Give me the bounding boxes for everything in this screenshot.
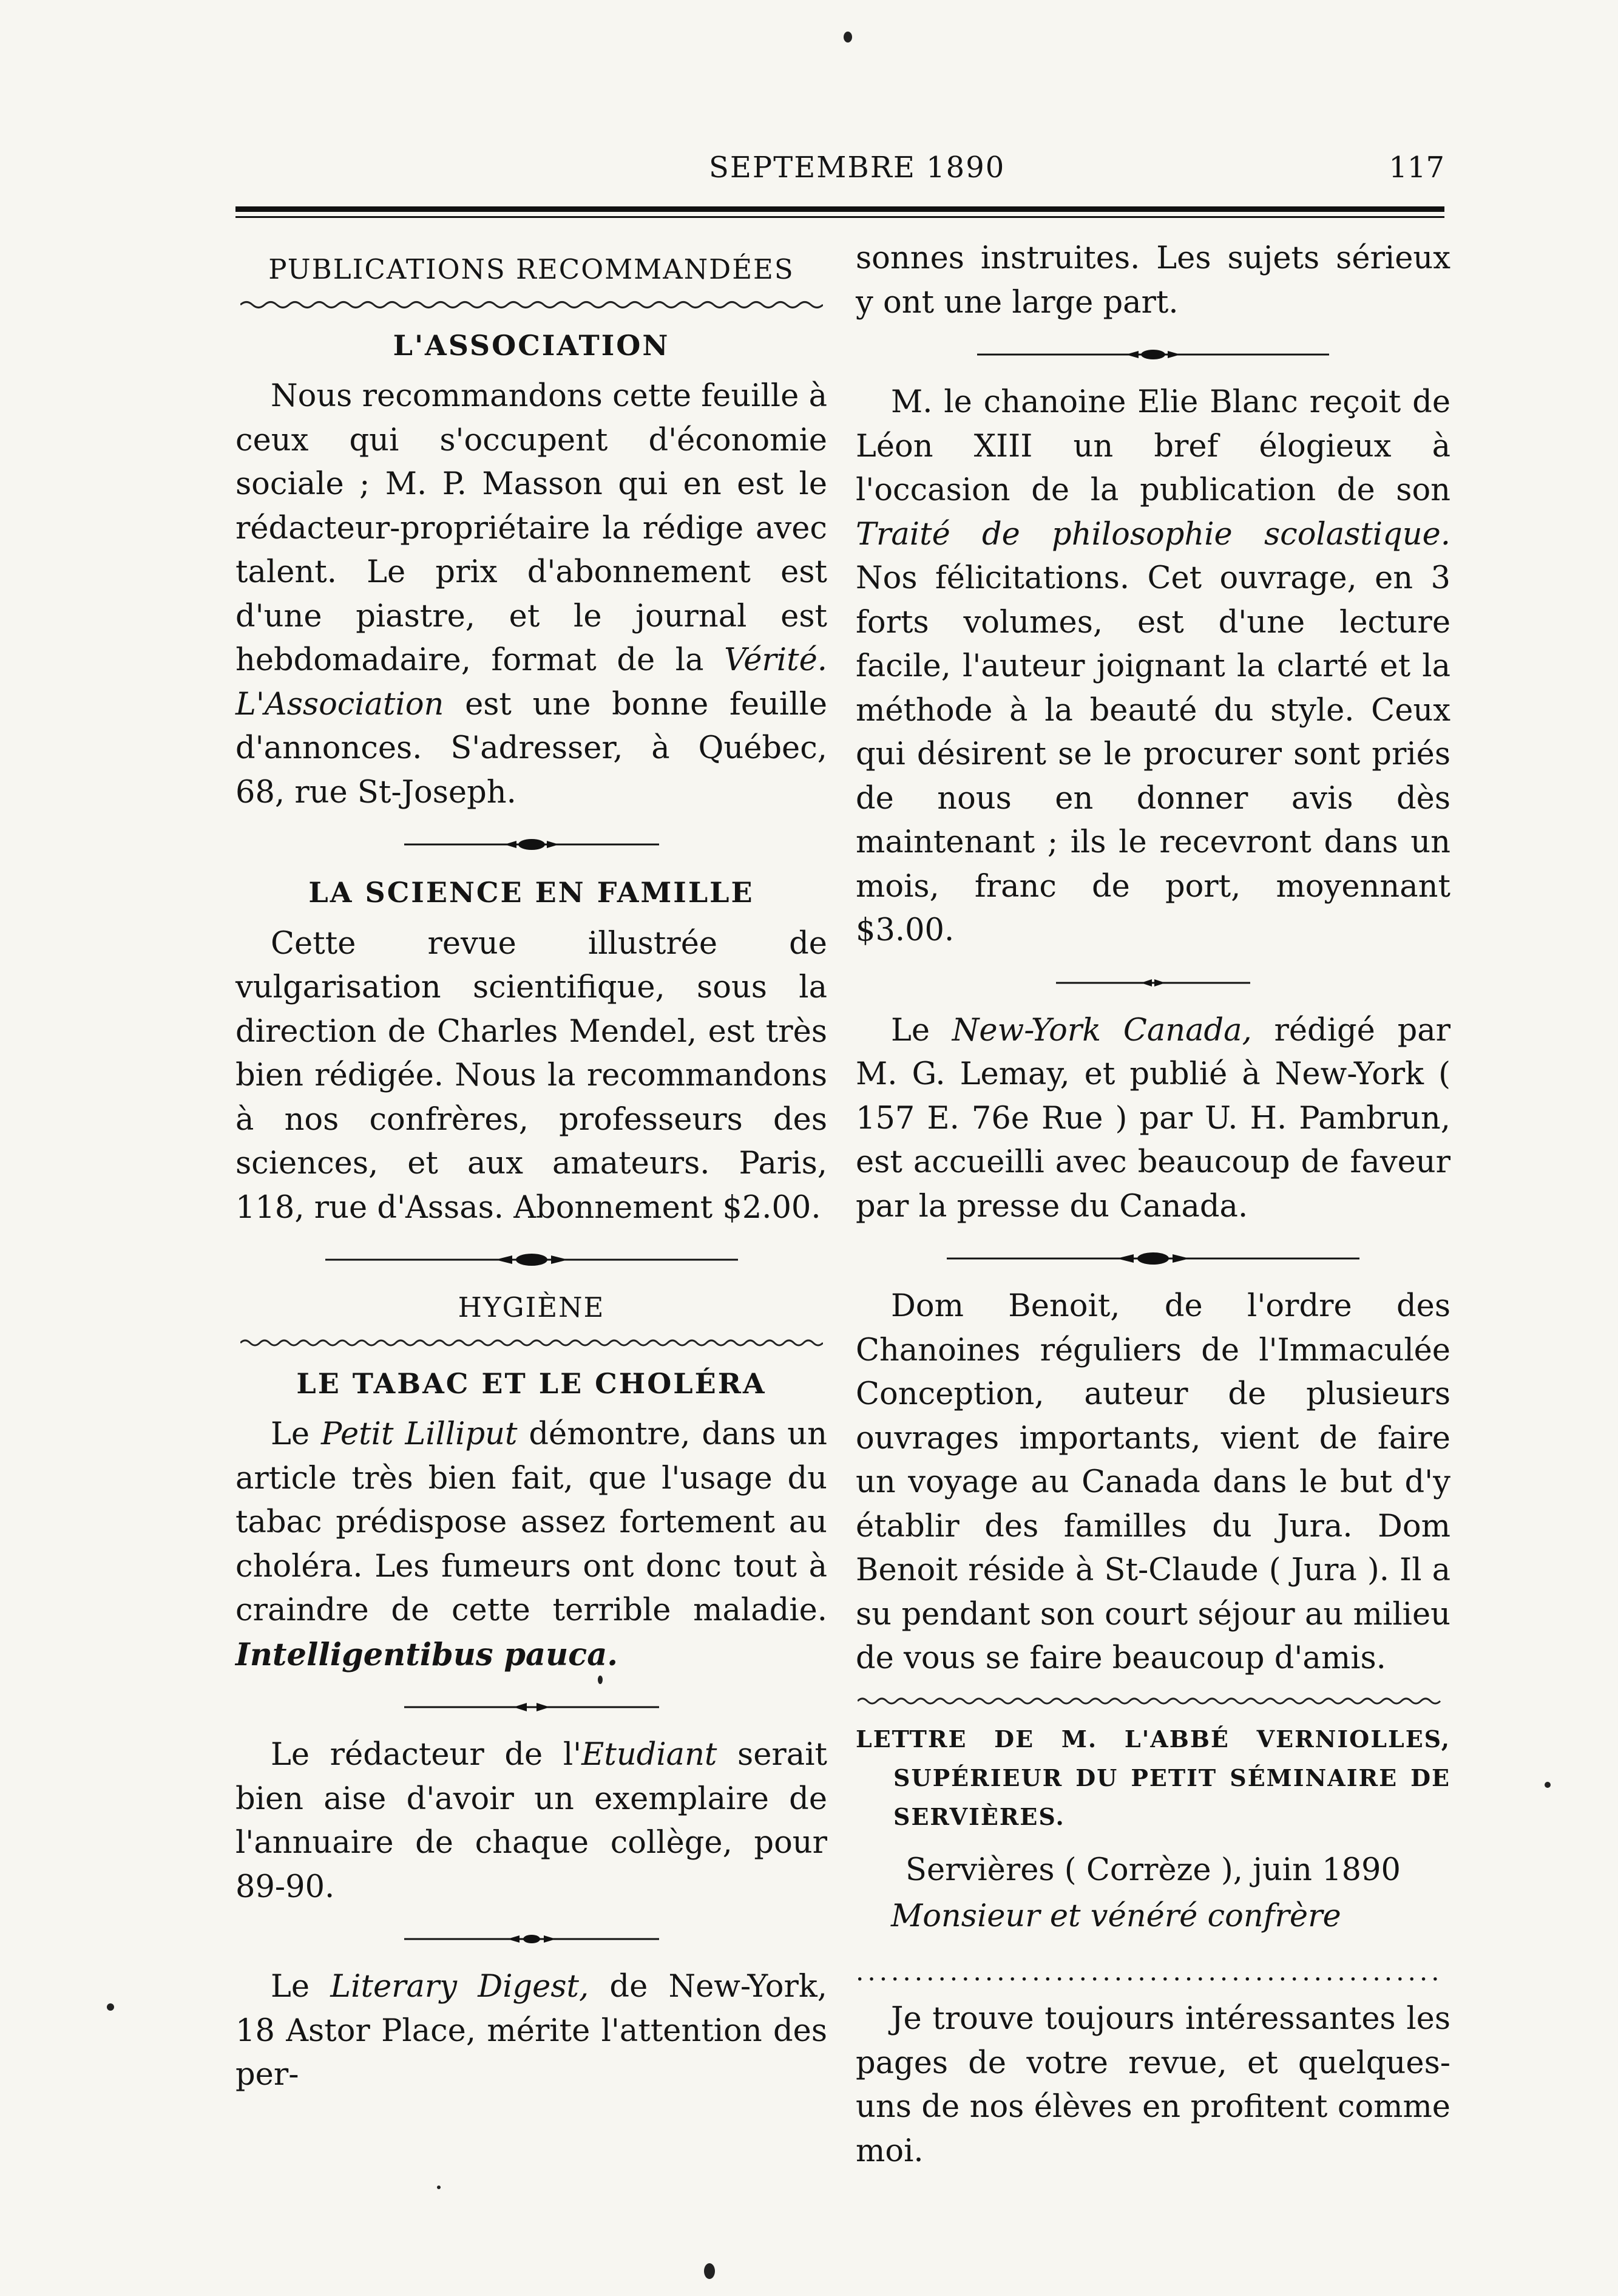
article-association	[235, 324, 827, 815]
article-etudiant	[235, 1733, 827, 1909]
running-head	[235, 151, 1444, 199]
italic-run: Petit Lilliput	[320, 1416, 518, 1452]
italic-run: L'Association	[235, 686, 444, 722]
letter-verniolles	[856, 1720, 1450, 2174]
letter-paragraph: Je trouve toujours intéressantes les pages de votre revue, et quelques-uns de nos élèves en profitent comme moi.	[856, 2001, 1450, 2169]
text-run: Le	[891, 1012, 952, 1048]
text-run: serait bien aise d'avoir un exemplaire de l'annuaire de chaque collège, pour 89-90.	[235, 1737, 828, 1905]
article-literary-digest	[235, 1965, 827, 2097]
text-run: démontre, dans un article très bien fait, que l'usage du tabac prédispose assez fortement au choléra. Les fumeurs ont donc tout à craindre de cette terrible maladie.	[235, 1416, 828, 1628]
text-run: rédigé par M. G. Lemay, et publié à New-York ( 157 E. 76e Rue ) par U. H. Pambrun, est accueilli avec beaucoup de faveur par la presse du Canada.	[856, 1012, 1450, 1224]
ornament-divider	[941, 1249, 1366, 1268]
letter-salutation: Monsieur et vénéré confrère	[891, 1898, 1341, 1934]
article-paragraph	[235, 1413, 827, 1677]
article-paragraph	[235, 1965, 827, 2097]
header-rule-thin	[235, 216, 1444, 218]
italic-run: Intelligentibus pauca.	[235, 1636, 618, 1673]
article-elie-blanc	[856, 381, 1450, 953]
text-run: Le rédacteur de l'	[271, 1737, 582, 1773]
article-science-en-famille	[235, 871, 827, 1230]
article-paragraph	[856, 1009, 1450, 1229]
text-run: M. le chanoine Elie Blanc reçoit de Léon XIII un bref élogieux à l'occasion de la publication de son	[856, 384, 1450, 508]
italic-run: Etudiant	[581, 1737, 717, 1773]
article-heading: LE TABAC ET LE CHOLÉRA	[296, 1367, 767, 1400]
header-rule-thick	[235, 206, 1444, 212]
letter-dateline: Servières ( Corrèze ), juin 1890	[905, 1852, 1401, 1888]
section-label-publications: PUBLICATIONS RECOMMANDÉES	[268, 253, 794, 285]
italic-run: Traité de philosophie scolastique.	[856, 516, 1450, 552]
letter-heading: LETTRE DE M. L'ABBÉ VERNIOLLES, SUPÉRIEUR DU PETIT SÉMINAIRE DE SERVIÈRES.	[856, 1725, 1450, 1830]
ornament-divider	[971, 345, 1335, 364]
italic-run: Vérité.	[724, 642, 827, 678]
article-continuation: sonnes instruites. Les sujets sérieux y ont une large part.	[856, 240, 1450, 321]
italic-run: Literary Digest,	[330, 1969, 589, 2005]
text-run: Nos félicitations. Cet ouvrage, en 3 forts volumes, est d'une lecture facile, l'auteur joignant la clarté et la méthode à la beauté du style. Ceux qui désirent se le procurer sont priés de nous en donner avis dès maintenant ; ils le recevront dans un mois, franc de port, moyennant $3.00.	[856, 560, 1450, 948]
section-label-hygiene: HYGIÈNE	[458, 1291, 605, 1323]
article-heading: L'ASSOCIATION	[393, 328, 670, 362]
text-run: de New-York, 18 Astor Place, mérite l'attention des per-	[235, 1969, 827, 2093]
text-run: est une bonne feuille d'annonces. S'adresser, à Québec, 68, rue St-Joseph.	[235, 686, 827, 810]
wavy-rule	[240, 298, 823, 311]
article-new-york-canada	[856, 1009, 1450, 1229]
article-dom-benoit	[856, 1285, 1450, 1681]
article-paragraph	[235, 375, 827, 815]
ornament-divider	[1050, 974, 1256, 992]
right-column	[856, 237, 1450, 2173]
article-heading: LA SCIENCE EN FAMILLE	[308, 876, 754, 909]
page-number: 117	[1389, 151, 1444, 185]
italic-run: New-York Canada,	[952, 1012, 1252, 1048]
text-run: Nous recommandons cette feuille à ceux qui s'occupent d'économie sociale ; M. P. Masson qui en est le rédacteur-propriétaire la rédige avec talent. Le prix d'abonnement est d'une piastre, et le journal est hebdomadaire, format de la	[235, 378, 827, 678]
article-paragraph: Dom Benoit, de l'ordre des Chanoines réguliers de l'Immaculée Conception, auteur de plusieurs ouvrages importants, vient de faire un voyage au Canada dans le but d'y établir des familles du Jura. Dom Benoit réside à St-Claude ( Jura ). Il a su pendant son court séjour au milieu de vous se faire beaucoup d'amis.	[856, 1288, 1450, 1676]
ornament-divider	[319, 1251, 744, 1269]
text-run: Le	[271, 1416, 321, 1452]
ornament-divider	[392, 835, 671, 854]
running-head-title: SEPTEMBRE 1890	[709, 151, 1006, 185]
article-tabac-cholera	[235, 1362, 827, 1678]
wavy-rule	[858, 1694, 1449, 1708]
text-run: Le	[271, 1969, 331, 2005]
ornament-divider	[398, 1930, 665, 1948]
article-paragraph	[235, 1733, 827, 1909]
article-paragraph	[856, 381, 1450, 953]
wavy-rule	[240, 1336, 823, 1350]
left-column	[235, 237, 827, 2097]
article-paragraph: Cette revue illustrée de vulgarisation scientifique, sous la direction de Charles Mendel, est très bien rédigée. Nous la recommandons à nos confrères, professeurs des sciences, et aux amateurs. Paris, 118, rue d'Assas. Abonnement $2.00.	[235, 925, 827, 1226]
ornament-divider	[398, 1698, 665, 1716]
ellipsis-line: ..................................................	[856, 1956, 1443, 1986]
